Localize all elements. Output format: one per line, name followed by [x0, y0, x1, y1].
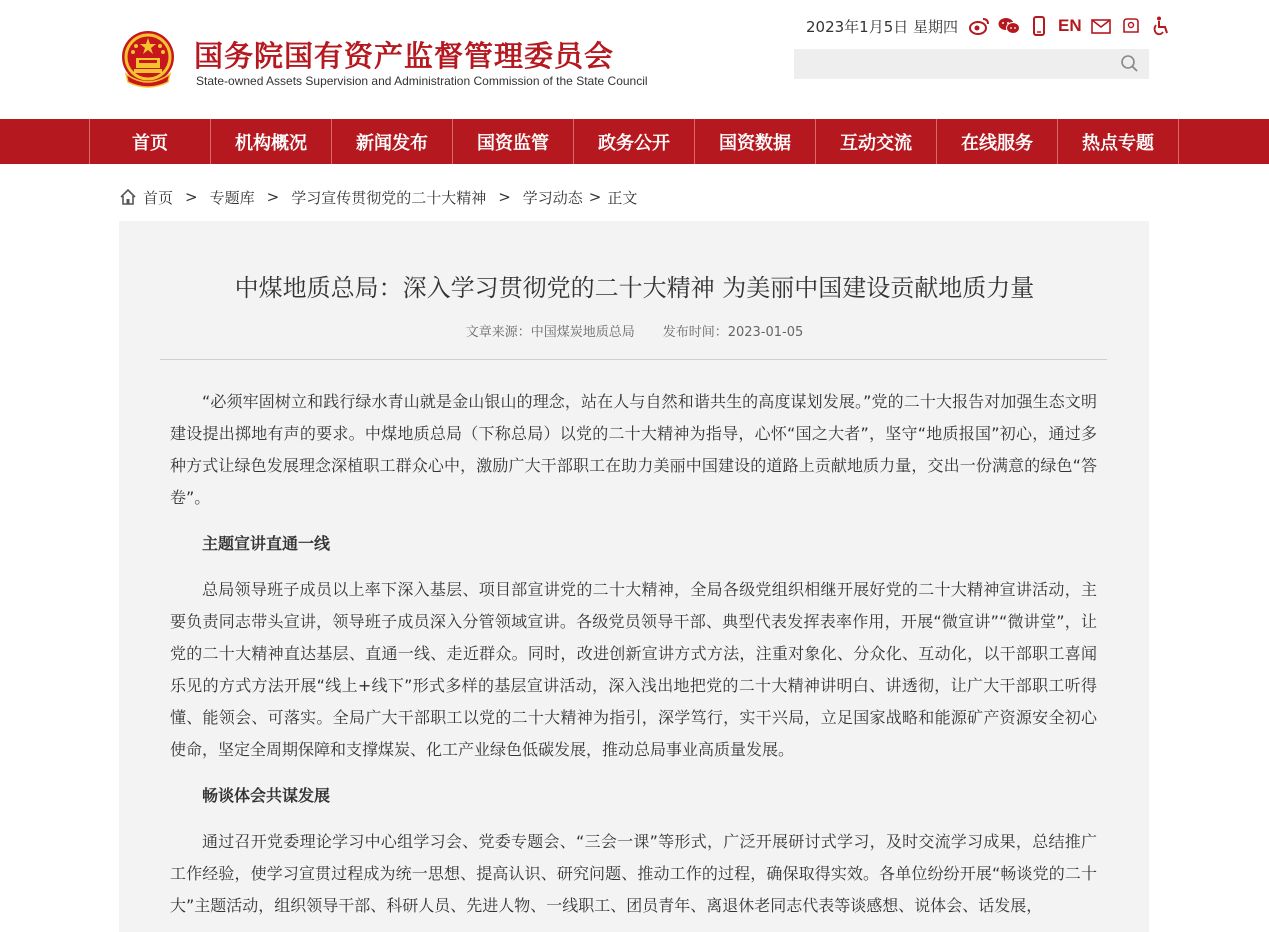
article-publish-time: 发布时间：2023-01-05 — [662, 325, 804, 340]
article-paragraph: “必须牢固树立和践行绿水青山就是金山银山的理念，站在人与自然和谐共生的高度谋划发展。”党的二十大报告对加强生态文明建设提出掷地有声的要求。中煤地质总局（下称总局）以党的二十大精神为指导，心怀“国之大者”，坚守“地质报国”初心，通过多种方式让绿色发展理念深植职工群众心中，激励广大干部职工在助力美丽中国建设的道路上贡献地质力量，交出一份满意的绿色“答卷”。 — [170, 392, 1097, 507]
article-subheading: 畅谈体会共谋发展 — [202, 786, 331, 805]
mobile-icon[interactable] — [1028, 15, 1050, 37]
nav-item-supervision[interactable]: 国资监管 — [453, 119, 574, 164]
site-title-en[interactable]: State-owned Assets Supervision and Administration Commission of the State Council — [196, 74, 648, 88]
site-search — [794, 49, 1149, 79]
top-utility-bar — [806, 14, 1172, 38]
breadcrumb-separator: > — [266, 188, 280, 206]
nav-item-interaction[interactable]: 互动交流 — [816, 119, 937, 164]
elder-mode-icon[interactable] — [1120, 15, 1142, 37]
breadcrumb — [119, 186, 637, 208]
nav-item-about[interactable]: 机构概况 — [211, 119, 332, 164]
site-header — [0, 0, 1269, 118]
current-date: 2023年1月5日 星期四 — [806, 17, 959, 36]
nav-item-news[interactable]: 新闻发布 — [332, 119, 453, 164]
main-nav — [0, 119, 1269, 164]
breadcrumb-separator: > — [498, 188, 511, 206]
article-body — [170, 386, 1097, 932]
wechat-icon[interactable] — [998, 15, 1020, 37]
nav-item-special-topics[interactable]: 热点专题 — [1058, 119, 1179, 164]
article-title: 中煤地质总局：深入学习贯彻党的二十大精神 为美丽中国建设贡献地质力量 — [234, 274, 1035, 302]
article-subheading: 主题宣讲直通一线 — [202, 534, 331, 553]
article-paragraph: 通过召开党委理论学习中心组学习会、党委专题会、“三会一课”等形式，广泛开展研讨式学习，及时交流学习成果，总结推广工作经验，使学习宣贯过程成为统一思想、提高认识、研究问题、推动工作的过程，确保取得实效。各单位纷纷开展“畅谈党的二十大”主题活动，组织领导干部、科研人员、先进人物、一线职工、团员青年、离退休老同志代表等谈感想、说体会、话发展， — [170, 832, 1097, 915]
mail-icon[interactable] — [1090, 15, 1112, 37]
english-version-link[interactable]: EN — [1058, 16, 1082, 35]
search-input[interactable] — [794, 49, 1104, 79]
nav-item-online-services[interactable]: 在线服务 — [937, 119, 1058, 164]
breadcrumb-home[interactable]: 首页 — [143, 188, 174, 207]
breadcrumb-topic[interactable]: 学习宣传贯彻党的二十大精神 — [291, 188, 487, 207]
breadcrumb-topic-library[interactable]: 专题库 — [209, 188, 255, 207]
nav-item-open-government[interactable]: 政务公开 — [574, 119, 695, 164]
breadcrumb-separator: > — [185, 188, 198, 206]
national-emblem-icon[interactable] — [120, 30, 176, 88]
breadcrumb-current: 正文 — [607, 188, 638, 207]
article-meta — [0, 321, 1269, 340]
article-source: 文章来源：中国煤炭地质总局 — [465, 325, 635, 340]
site-title-cn[interactable]: 国务院国有资产监督管理委员会 — [194, 39, 615, 73]
accessibility-icon[interactable] — [1150, 15, 1172, 37]
article-paragraph: 总局领导班子成员以上率下深入基层、项目部宣讲党的二十大精神，全局各级党组织相继开展好党的二十大精神宣讲活动，主要负责同志带头宣讲，领导班子成员深入分管领域宣讲。各级党员领导干部、典型代表发挥表率作用，开展“微宣讲”“微讲堂”，让党的二十大精神直达基层、直通一线、走近群众。同时，改进创新宣讲方式方法，注重对象化、分众化、互动化，以干部职工喜闻乐见的方式方法开展“线上+线下”形式多样的基层宣讲活动，深入浅出地把党的二十大精神讲明白、讲透彻，让广大干部职工听得懂、能领会、可落实。全局广大干部职工以党的二十大精神为指引，深学笃行，实干兴局，立足国家战略和能源矿产资源安全初心使命，坚定全周期保障和支撑煤炭、化工产业绿色低碳发展，推动总局事业高质量发展。 — [170, 580, 1097, 759]
weibo-icon[interactable] — [968, 15, 990, 37]
title-divider — [160, 359, 1107, 360]
home-icon — [119, 188, 137, 206]
search-icon[interactable] — [1119, 54, 1141, 74]
breadcrumb-learning-news[interactable]: 学习动态 — [522, 188, 583, 207]
breadcrumb-separator: > — [588, 188, 602, 206]
nav-item-data[interactable]: 国资数据 — [695, 119, 816, 164]
nav-item-home[interactable]: 首页 — [90, 119, 211, 164]
